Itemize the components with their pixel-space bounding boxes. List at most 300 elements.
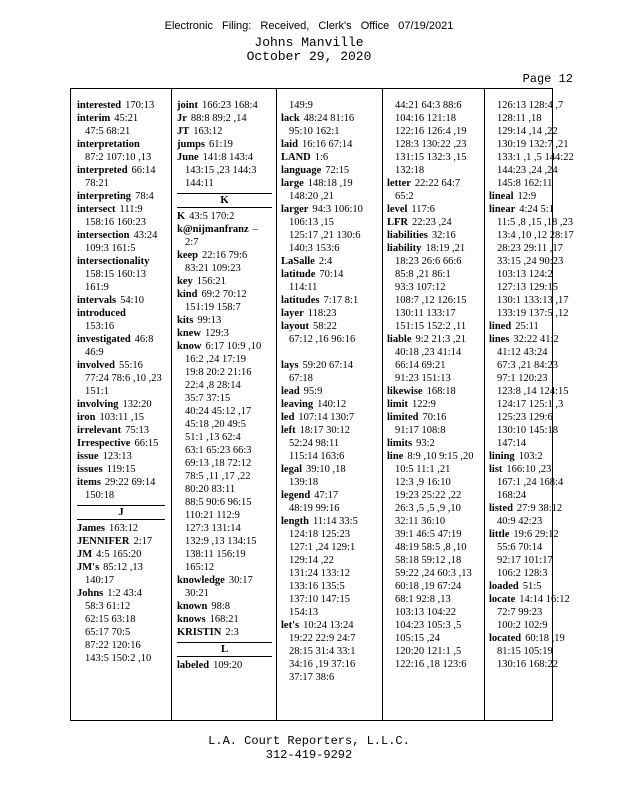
page-line-refs-continued: 137:10 147:15	[289, 594, 350, 605]
page-line-refs-continued: 19:23 25:22 ,22	[395, 490, 462, 501]
page-line-refs-continued: 140:17	[85, 575, 115, 586]
page-number: Page 12	[522, 72, 573, 86]
index-term: lining	[489, 451, 515, 462]
index-term: JM	[77, 549, 93, 560]
index-term: latitude	[281, 269, 316, 280]
page-line-refs-continued: 80:20 83:11	[185, 484, 236, 495]
page-line-refs-continued: 69:13 ,18 72:12	[185, 458, 252, 469]
index-entry	[77, 333, 165, 346]
index-term: level	[387, 204, 408, 215]
page-line-refs: 103:2	[518, 451, 543, 462]
page-line-refs: 60:18 ,19	[525, 633, 565, 644]
index-entry	[177, 613, 272, 626]
index-term: kind	[177, 289, 198, 300]
index-term: KRISTIN	[177, 627, 222, 638]
page-line-refs-continued: 130:19 132:7 ,21	[497, 139, 569, 150]
index-entry	[489, 450, 585, 463]
page-line-refs-continued: 106:2 128:3	[497, 568, 548, 579]
page-line-refs: 61:19	[209, 139, 233, 150]
page-line-refs: 123:13	[102, 451, 132, 462]
index-term: interpreted	[77, 165, 128, 176]
index-table	[70, 88, 574, 721]
page-line-refs: 8:9 ,10 9:15 ,20	[407, 451, 474, 462]
index-term: JT	[177, 126, 190, 137]
index-entry	[77, 255, 165, 268]
page-line-refs-continued: 40:9 42:23	[497, 516, 543, 527]
page-line-refs: 45:21	[114, 113, 139, 124]
page-line-refs-continued: 148:20 ,21	[289, 191, 334, 202]
index-entry	[177, 600, 272, 613]
page-line-refs-continued: 26:3 ,5 ,5 ,9 ,10	[395, 503, 461, 514]
index-term: linear	[489, 204, 516, 215]
page-line-refs: 168:21	[209, 614, 239, 625]
page-line-refs: 29:22 69:14	[104, 477, 156, 488]
index-entry	[387, 177, 483, 190]
index-term: kits	[177, 315, 194, 326]
index-term: JM's	[77, 562, 100, 573]
page-line-refs: 9:2 21:3 ,21	[415, 334, 466, 345]
page-line-refs-continued: 65:17 70:5	[85, 627, 131, 638]
page-line-refs-continued: 114:11	[289, 282, 318, 293]
page-line-refs-continued: 158:16 160:23	[85, 217, 146, 228]
page-line-refs-continued: 22:4 ,8 28:14	[185, 380, 241, 391]
page-line-refs-continued: 62:15 63:18	[85, 614, 136, 625]
page-line-refs: 141:8 143:4	[202, 152, 254, 163]
page-line-refs: 66:14	[131, 165, 156, 176]
index-term: K	[177, 211, 186, 222]
index-term: irrelevant	[77, 425, 122, 436]
index-term: legend	[281, 490, 311, 501]
page-line-refs-continued: 87:22 120:16	[85, 640, 141, 651]
page-line-refs: 95:9	[303, 386, 323, 397]
page-line-refs-continued: 129:14 ,22	[289, 555, 334, 566]
page-line-refs-continued: 67:3 ,21 84:23	[497, 360, 558, 371]
index-entry	[281, 489, 377, 502]
page-line-refs-continued: 122:16 ,18 123:6	[395, 659, 467, 670]
index-term: list	[489, 464, 503, 475]
index-entry	[489, 333, 585, 346]
index-term: JENNIFER	[77, 536, 130, 547]
page-line-refs: 166:23 168:4	[202, 100, 258, 111]
index-term: jumps	[177, 139, 206, 150]
index-entry	[77, 463, 165, 476]
page-line-refs-continued: 51:1 ,13 62:4	[185, 432, 241, 443]
index-entry	[177, 626, 272, 639]
index-entry	[77, 587, 165, 600]
index-term: left	[281, 425, 296, 436]
index-entry	[489, 632, 585, 645]
page-line-refs-continued: 68:1 92:8 ,13	[395, 594, 451, 605]
index-entry	[387, 229, 483, 242]
index-entry	[77, 307, 165, 320]
index-term: interpretation	[77, 139, 140, 150]
index-entry	[489, 502, 585, 515]
index-term: Irrespective	[77, 438, 131, 449]
index-term: locate	[489, 594, 516, 605]
index-term: lack	[281, 113, 300, 124]
index-term: intervals	[77, 295, 117, 306]
index-entry	[77, 112, 165, 125]
page-line-refs-continued: 45:18 ,20 49:5	[185, 419, 246, 430]
page-line-refs: 75:13	[125, 425, 150, 436]
page-line-refs: 129:3	[204, 328, 229, 339]
index-term: legal	[281, 464, 302, 475]
page-line-refs-continued: 124:18 125:23	[289, 529, 350, 540]
page-line-refs-continued: 67:18	[289, 373, 313, 384]
page-line-refs: 69:2 70:12	[201, 289, 247, 300]
index-entry	[489, 190, 585, 203]
page-line-refs-continued: 78:21	[85, 178, 109, 189]
index-term: intersection	[77, 230, 130, 241]
page-line-refs: 94:3 106:10	[312, 204, 363, 215]
page-line-refs: 78:4	[135, 191, 154, 202]
page-line-refs: 14:14 16:12	[519, 594, 570, 605]
page-line-refs-continued: 153:16	[85, 321, 115, 332]
index-term: involving	[77, 399, 119, 410]
page-line-refs: 54:10	[120, 295, 144, 306]
page-line-refs: 22:22 64:7	[414, 178, 461, 189]
index-term: larger	[281, 204, 309, 215]
index-term: language	[281, 165, 322, 176]
index-entry	[387, 437, 483, 450]
index-term: layer	[281, 308, 304, 319]
index-term: large	[281, 178, 304, 189]
index-term: line	[387, 451, 404, 462]
index-term: LAND	[281, 152, 311, 163]
index-entry	[387, 411, 483, 424]
index-entry	[281, 164, 377, 177]
index-term: listed	[489, 503, 513, 514]
page-line-refs-continued: 44:21 64:3 88:6	[395, 100, 462, 111]
index-term: LFR	[387, 217, 408, 228]
page-line-refs: 12:9	[517, 191, 537, 202]
page-line-refs-continued: 168:24	[497, 490, 527, 501]
index-term: keep	[177, 250, 198, 261]
page-line-refs: 10:24 13:24	[303, 620, 354, 631]
page-line-refs-continued: 103:13 104:22	[395, 607, 456, 618]
page-line-refs-continued: 72:7 99:23	[497, 607, 543, 618]
column-divider	[171, 89, 172, 720]
page-line-refs-continued: 115:14 163:6	[289, 451, 345, 462]
page-line-refs-continued: 95:10 162:1	[289, 126, 340, 137]
page-line-refs-continued: 92:17 101:17	[497, 555, 553, 566]
page-line-refs: 39:10 ,18	[306, 464, 346, 475]
index-term: likewise	[387, 386, 423, 397]
page-line-refs-continued: 158:15 160:13	[85, 269, 146, 280]
index-term: knew	[177, 328, 201, 339]
index-entry	[387, 385, 483, 398]
page-line-refs-continued: 2:7	[185, 237, 199, 248]
page-line-refs-continued: 126:13 128:4 ,7	[497, 100, 564, 111]
page-line-refs-continued: 131:15 132:3 ,15	[395, 152, 467, 163]
page-line-refs-continued: 149:9	[289, 100, 313, 111]
index-entry	[77, 411, 165, 424]
index-term: involved	[77, 360, 115, 371]
index-entry	[489, 580, 585, 593]
index-entry	[281, 359, 377, 372]
page-line-refs: 7:17 8:1	[323, 295, 359, 306]
page-line-refs-continued: 132:9 ,13 134:15	[185, 536, 257, 547]
page-line-refs-continued: 124:17 125:1 ,3	[497, 399, 564, 410]
index-entry	[489, 463, 585, 476]
index-term: introduced	[77, 308, 126, 319]
page-line-refs-continued: 58:3 61:12	[85, 601, 131, 612]
index-term: iron	[77, 412, 96, 423]
page-line-refs-continued: 87:2 107:10 ,13	[85, 152, 152, 163]
index-term: limited	[387, 412, 419, 423]
page-line-refs: 111:9	[119, 204, 143, 215]
index-entry	[177, 249, 272, 262]
page-line-refs: 27:9 38:12	[516, 503, 563, 514]
case-header	[0, 36, 618, 64]
index-term: lays	[281, 360, 299, 371]
page-line-refs-continued	[281, 346, 377, 359]
page-line-refs-continued: 128:11 ,18	[497, 113, 542, 124]
index-entry	[177, 340, 272, 353]
index-entry	[177, 210, 272, 223]
page-line-refs-continued: 122:16 126:4 ,19	[395, 126, 467, 137]
page-line-refs-continued: 46:9	[85, 347, 104, 358]
index-entry	[177, 288, 272, 301]
index-entry	[281, 177, 377, 190]
page-line-refs: 122:9	[412, 399, 436, 410]
page-line-refs-continued: 127:13 129:15	[497, 282, 558, 293]
index-entry	[281, 138, 377, 151]
index-entry	[489, 528, 585, 541]
page-line-refs-continued: 65:2	[395, 191, 414, 202]
index-entry	[77, 535, 165, 548]
index-term: leaving	[281, 399, 314, 410]
page-line-refs-continued: 59:22 ,24 60:3 ,13	[395, 568, 472, 579]
page-line-refs-continued: 144:11	[185, 178, 214, 189]
index-entry	[77, 190, 165, 203]
index-column-3	[281, 99, 377, 716]
index-term: lines	[489, 334, 510, 345]
page-line-refs-continued: 35:7 37:15	[185, 393, 231, 404]
index-entry	[177, 99, 272, 112]
page-line-refs-continued: 37:17 38:6	[289, 672, 335, 683]
page-line-refs: 119:15	[106, 464, 136, 475]
index-term: interpreting	[77, 191, 132, 202]
page-line-refs-continued: 67:12 ,16 96:16	[289, 334, 356, 345]
page-line-refs: 18:17 30:12	[299, 425, 351, 436]
index-entry	[177, 327, 272, 340]
page-line-refs: 170:13	[125, 100, 155, 111]
page-line-refs: 2:3	[225, 627, 239, 638]
column-divider	[276, 89, 277, 720]
section-letter: J	[77, 505, 165, 520]
section-letter: K	[177, 193, 272, 208]
page-line-refs-continued: 139:18	[289, 477, 319, 488]
page-line-refs: 107:14 130:7	[298, 412, 355, 423]
index-term: k@nijmanfranz	[177, 224, 249, 235]
index-term: little	[489, 529, 510, 540]
index-entry	[489, 320, 585, 333]
page-line-refs-continued: 130:11 133:17	[395, 308, 456, 319]
page-line-refs-continued: 13:4 ,10 ,12 28:17	[497, 230, 574, 241]
index-term: layout	[281, 321, 310, 332]
index-entry	[77, 450, 165, 463]
page-line-refs-continued: 83:21 109:23	[185, 263, 241, 274]
page-line-refs: 72:15	[325, 165, 350, 176]
page-line-refs-continued: 40:24 45:12 ,17	[185, 406, 252, 417]
index-entry	[281, 463, 377, 476]
index-term: labeled	[177, 660, 210, 671]
page-line-refs-continued: 165:12	[185, 562, 215, 573]
index-term: lineal	[489, 191, 514, 202]
page-line-refs-continued: 133:1 ,1 ,5 144:22	[497, 152, 574, 163]
index-entry	[281, 320, 377, 333]
index-entry	[77, 359, 165, 372]
page-line-refs: 11:14 33:5	[313, 516, 358, 527]
page-line-refs: 43:5 170:2	[189, 211, 235, 222]
page-line-refs: 16:16 67:14	[301, 139, 353, 150]
page-line-refs-continued: 144:23 ,24 ,24	[497, 165, 558, 176]
page-line-refs: 25:11	[515, 321, 539, 332]
index-entry	[387, 333, 483, 346]
index-entry	[177, 659, 272, 672]
index-entry	[177, 151, 272, 164]
page-line-refs-continued: 40:18 ,23 41:14	[395, 347, 462, 358]
reporter-name: L.A. Court Reporters, L.L.C.	[208, 734, 410, 748]
index-entry	[281, 294, 377, 307]
index-entry	[387, 203, 483, 216]
page-line-refs-continued: 140:3 153:6	[289, 243, 340, 254]
page-line-refs-continued: 34:16 ,19 37:16	[289, 659, 356, 670]
page-line-refs: 70:14	[319, 269, 344, 280]
page-line-refs: 85:12 ,13	[103, 562, 143, 573]
index-term: latitudes	[281, 295, 320, 306]
page-line-refs: 140:12	[317, 399, 347, 410]
index-column-5	[489, 99, 585, 716]
index-term: liability	[387, 243, 422, 254]
page-line-refs-continued: 93:3 107:12	[395, 282, 446, 293]
index-entry	[177, 275, 272, 288]
page-line-refs-continued: 161:9	[85, 282, 109, 293]
page-line-refs-continued: 108:7 ,12 126:15	[395, 295, 467, 306]
index-entry	[387, 450, 483, 463]
index-term: know	[177, 341, 202, 352]
page-line-refs-continued: 128:3 130:22 ,23	[395, 139, 467, 150]
index-entry	[77, 424, 165, 437]
page-line-refs-continued: 110:21 112:9	[185, 510, 240, 521]
page-line-refs-continued: 143:15 ,23 144:3	[185, 165, 257, 176]
index-entry	[281, 515, 377, 528]
index-term: lined	[489, 321, 512, 332]
page-line-refs-continued: 19:22 22:9 24:7	[289, 633, 356, 644]
index-column-1	[77, 99, 165, 716]
page-line-refs-continued: 39:1 46:5 47:19	[395, 529, 462, 540]
index-term: joint	[177, 100, 198, 111]
index-term: LaSalle	[281, 256, 315, 267]
index-term: Johns	[77, 588, 104, 599]
page-line-refs: 118:23	[307, 308, 337, 319]
index-term: James	[77, 523, 105, 534]
page-line-refs-continued: 55:6 70:14	[497, 542, 543, 553]
page-line-refs: 166:10 ,23	[506, 464, 552, 475]
page-line-refs: 18:19 ,21	[425, 243, 466, 254]
page-line-refs: 47:17	[314, 490, 339, 501]
index-entry	[177, 125, 272, 138]
index-entry	[177, 574, 272, 587]
page-line-refs-continued: 130:1 133:13 ,17	[497, 295, 569, 306]
index-term: investigated	[77, 334, 131, 345]
page-line-refs-continued: 100:2 102:9	[497, 620, 548, 631]
page-line-refs-continued: 133:19 137:5 ,12	[497, 308, 569, 319]
page-line-refs-continued: 123:8 ,14 124:15	[497, 386, 569, 397]
page-line-refs-continued: 104:16 121:18	[395, 113, 456, 124]
page-line-refs-continued: 63:1 65:23 66:3	[185, 445, 252, 456]
index-entry	[281, 398, 377, 411]
index-term: liable	[387, 334, 412, 345]
index-entry	[281, 411, 377, 424]
page-line-refs: 148:18 ,19	[307, 178, 353, 189]
page-line-refs: 99:13	[197, 315, 222, 326]
index-entry	[387, 398, 483, 411]
index-entry	[281, 255, 377, 268]
page-line-refs: 30:17	[228, 575, 253, 586]
section-letter: L	[177, 642, 272, 657]
page-line-refs: 58:22	[313, 321, 337, 332]
page-line-refs-continued: 147:14	[497, 438, 527, 449]
footer	[0, 734, 618, 762]
index-entry	[281, 424, 377, 437]
index-term: interim	[77, 113, 111, 124]
index-term: limits	[387, 438, 413, 449]
page-line-refs-continued: 103:13 124:2	[497, 269, 553, 280]
page-line-refs-continued: 138:11 156:19	[185, 549, 246, 560]
page-line-refs-continued: 132:18	[395, 165, 425, 176]
index-entry	[281, 619, 377, 632]
page-line-refs-continued: 52:24 98:11	[289, 438, 340, 449]
index-entry	[281, 112, 377, 125]
page-line-refs: 22:16 79:6	[202, 250, 248, 261]
page-line-refs-continued: 130:16 168:22	[497, 659, 558, 670]
page-line-refs-continued: 66:14 69:21	[395, 360, 446, 371]
index-term: laid	[281, 139, 298, 150]
page-line-refs-continued: 104:23 105:3 ,5	[395, 620, 462, 631]
page-line-refs-continued: 120:20 121:1 ,5	[395, 646, 462, 657]
index-term: June	[177, 152, 199, 163]
index-entry	[77, 294, 165, 307]
page-line-refs: 4:24 5:1	[519, 204, 554, 215]
case-name: Johns Manville	[254, 35, 364, 50]
page-line-refs-continued: 167:1 ,24 168:4	[497, 477, 564, 488]
index-term: Jr	[177, 113, 187, 124]
index-term: intersect	[77, 204, 116, 215]
index-entry	[77, 229, 165, 242]
page-line-refs: 2:4	[318, 256, 333, 267]
page-line-refs-continued: 143:5 150:2 ,10	[85, 653, 152, 664]
page-line-refs: 132:20	[122, 399, 152, 410]
page-line-refs: 1:2 43:4	[107, 588, 142, 599]
page-line-refs: 4:5 165:20	[96, 549, 142, 560]
index-entry	[77, 561, 165, 574]
page-line-refs: 48:24 81:16	[303, 113, 355, 124]
index-term: letter	[387, 178, 411, 189]
page-line-refs-continued: 91:23 151:13	[395, 373, 451, 384]
page-line-refs-continued: 85:8 ,21 86:1	[395, 269, 451, 280]
index-entry	[77, 203, 165, 216]
index-term: key	[177, 276, 193, 287]
index-entry	[177, 138, 272, 151]
page-line-refs-continued: 133:16 135:5	[289, 581, 345, 592]
reporter-phone: 312-419-9292	[265, 748, 353, 762]
page-line-refs-continued: 58:18 59:12 ,18	[395, 555, 462, 566]
page-line-refs-continued: 150:18	[85, 490, 115, 501]
page-line-refs: 32:16	[431, 230, 456, 241]
index-entry	[77, 437, 165, 450]
